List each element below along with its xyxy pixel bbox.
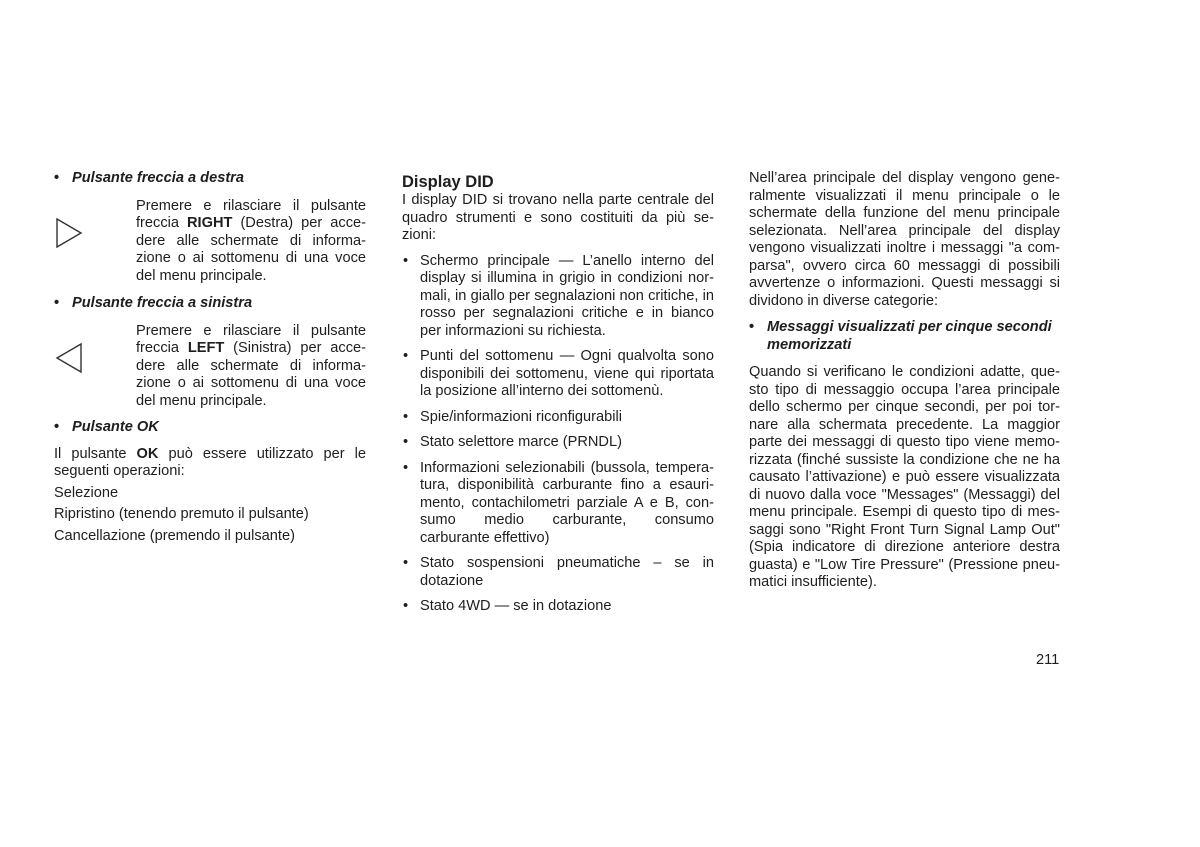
bullet: • bbox=[54, 419, 60, 435]
bullet: • bbox=[403, 459, 409, 476]
page-number: 211 bbox=[1036, 652, 1060, 668]
operation-reset: Ripristino (tenendo premuto il pulsante) bbox=[54, 506, 309, 522]
bullet: • bbox=[54, 170, 60, 186]
list-item bbox=[402, 348, 714, 401]
list-item bbox=[402, 598, 714, 616]
left-arrow-heading bbox=[54, 295, 366, 313]
left-arrow-heading-text: Pulsante freccia a sinistra bbox=[72, 295, 253, 311]
list-item bbox=[402, 434, 714, 452]
list-item bbox=[402, 253, 714, 341]
bullet: • bbox=[403, 598, 409, 614]
operation-cancel: Cancellazione (premendo il pulsante) bbox=[54, 527, 295, 544]
list-item-text: Stato selettore marce (PRNDL) bbox=[420, 434, 622, 450]
operation-select: Selezione bbox=[54, 484, 119, 501]
bullet: • bbox=[54, 295, 60, 311]
right-desc-pre: Premere e rilasciare il pulsante freccia bbox=[136, 197, 366, 231]
right-column bbox=[749, 170, 1060, 592]
ok-heading bbox=[54, 419, 366, 437]
bullet: • bbox=[403, 348, 409, 364]
middle-column bbox=[402, 170, 714, 616]
ok-desc-pre: Il pulsante bbox=[54, 445, 137, 462]
ok-button-name: OK bbox=[136, 445, 159, 462]
right-arrow-description bbox=[136, 198, 366, 286]
list-item bbox=[402, 555, 714, 590]
ok-description bbox=[54, 446, 366, 481]
list-item-text: Spie/informazioni riconfigurabili bbox=[420, 408, 622, 425]
list-item bbox=[402, 409, 714, 427]
list-item bbox=[402, 460, 714, 548]
messages-heading-text: Messaggi visualizzati per cinque secondi memorizzati bbox=[767, 319, 1052, 353]
right-arrow-icon bbox=[54, 198, 136, 268]
display-area-paragraph: Nell’area principale del display vengono gene-ralmente visualizzati il menu principale o le schermate della funzione del menu principale selezionata. Nell’area principale del display vengono visualizzati inoltre i messaggi "a com-parsa", ovvero circa 60 messaggi di possibili avvertenze o informazioni. Questi messaggi si dividono in diverse categorie: bbox=[749, 170, 1060, 309]
bullet: • bbox=[403, 555, 409, 571]
right-arrow-block bbox=[54, 198, 366, 286]
left-button-name: LEFT bbox=[187, 340, 225, 356]
bullet: • bbox=[749, 319, 755, 335]
bullet: • bbox=[403, 408, 409, 425]
left-arrow-icon bbox=[54, 323, 136, 393]
list-item-text: Stato sospensioni pneumatiche – se in dotazione bbox=[420, 555, 714, 589]
right-arrow-heading-text: Pulsante freccia a destra bbox=[72, 170, 244, 186]
right-desc-post: (Destra) per acce-dere alle schermate di informa-zione o ai sottomenu di una voce del menu principale. bbox=[136, 215, 366, 284]
messages-heading bbox=[749, 319, 1060, 354]
right-button-name: RIGHT bbox=[187, 215, 233, 231]
left-desc-post: (Sinistra) per acce-dere alle schermate di informa-zione o ai sottomenu di una voce del menu principale. bbox=[136, 340, 366, 409]
list-item-text: Punti del sottomenu — Ogni qualvolta sono disponibili dei sottomenu, viene qui riportata la posizione all’interno dei sottomenù. bbox=[420, 348, 714, 399]
list-item-text: Informazioni selezionabili (bussola, tempera-tura, disponibilità carburante fino a esauri-mento, contachilometri parziale A e B, con-sumo medio carburante, consumo carburante effettivo) bbox=[420, 459, 714, 546]
right-arrow-heading bbox=[54, 170, 366, 188]
did-intro: I display DID si trovano nella parte centrale del quadro strumenti e sono costituiti da più se-zioni: bbox=[402, 192, 714, 243]
left-column bbox=[54, 170, 366, 545]
ok-heading-text: Pulsante OK bbox=[72, 419, 159, 435]
bullet: • bbox=[403, 252, 409, 269]
ok-desc-post: può essere utilizzato per le seguenti operazioni: bbox=[54, 445, 366, 479]
left-desc-pre: Premere e rilasciare il pulsante freccia bbox=[136, 322, 366, 356]
messages-paragraph: Quando si verificano le condizioni adatte, que-sto tipo di messaggio occupa l’area principale dello schermo per cinque secondi, per poi tor-nare alla schermata precedente. La maggior parte dei messaggi di questo tipo viene memo-rizzata (finché sussiste la condizione che ne ha causato l’attivazione) e può essere visualizzata di nuovo dalla voce "Messages" (Messaggi) del menu principale. Esempi di questo tipo di mes-saggi sono "Right Front Turn Signal Lamp Out" (Spia indicatore di direzione anteriore destra guasta) e "Low Tire Pressure" (Pressione pneu-matici insufficiente). bbox=[749, 364, 1060, 590]
did-sections-list bbox=[402, 253, 714, 616]
list-item-text: Schermo principale — L’anello interno del display si illumina in grigio in condizioni nor-mali, in giallo per segnalazioni non critiche, in rosso per segnalazioni critiche e in bianco per informazioni su richiesta. bbox=[420, 252, 714, 339]
left-arrow-description bbox=[136, 323, 366, 411]
left-arrow-block bbox=[54, 323, 366, 411]
section-title: Display DID bbox=[402, 173, 494, 191]
bullet: • bbox=[403, 434, 409, 450]
list-item-text: Stato 4WD — se in dotazione bbox=[420, 598, 612, 614]
